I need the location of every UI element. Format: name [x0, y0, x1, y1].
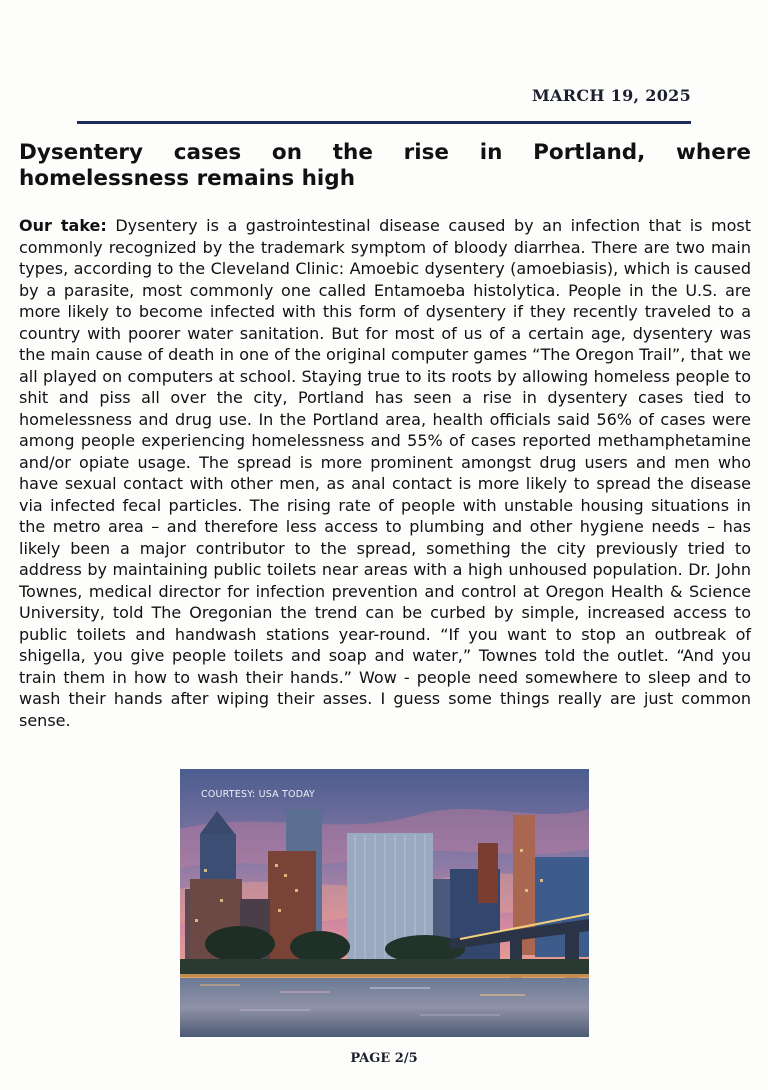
portland-skyline-photo — [180, 769, 589, 1037]
header-divider — [77, 121, 691, 124]
article-headline: Dysentery cases on the rise in Portland, where homelessness remains high — [19, 140, 751, 191]
article-body — [19, 215, 751, 731]
body-text: Dysentery is a gastrointestinal disease caused by an infection that is most commonly recognized by the trademark symptom of bloody diarrhea. There are two main types, according to the Cleveland Clinic: Amoebic dysentery (amoebiasis), which is caused by a parasite, most commonly one called Entamoeba histolytica. People in the U.S. are more likely to become infected with this form of dysentery if they recently traveled to a country with poorer water sanitation. But for most of us of a certain age, dysentery was the main cause of death in one of the original computer games “The Oregon Trail”, that we all played on computers at school. Staying true to its roots by allowing homeless people to shit and piss all over the city, Portland has seen a rise in dysentery cases tied to homelessness and drug use. In the Portland area, health officials said 56% of cases were among people experiencing homelessness and 55% of cases reported methamphetamine and/or opiate usage. The spread is more prominent amongst drug users and men who have sexual contact with other men, as anal contact is more likely to spread the disease via infected fecal particles. The rising rate of people with unstable housing situations in the metro area – and therefore less access to plumbing and other hygiene needs – has likely been a major contributor to the spread, something the city previously tried to address by maintaining public toilets near areas with a high unhoused population. Dr. John Townes, medical director for infection prevention and control at Oregon Health & Science University, told The Oregonian the trend can be curbed by simple, increased access to public toilets and handwash stations year-round. “If you want to stop an outbreak of shigella, you give people toilets and soap and water,” Townes told the outlet. “And you train them in how to wash their hands.” Wow - people need somewhere to sleep and to wash their hands after wiping their asses. I guess some things really are just common sense. — [19, 216, 751, 730]
photo-credit: COURTESY: USA TODAY — [201, 789, 316, 800]
page-number: PAGE 2/5 — [350, 1051, 418, 1066]
issue-date: MARCH 19, 2025 — [532, 86, 691, 105]
lead-label: Our take: — [19, 216, 107, 235]
